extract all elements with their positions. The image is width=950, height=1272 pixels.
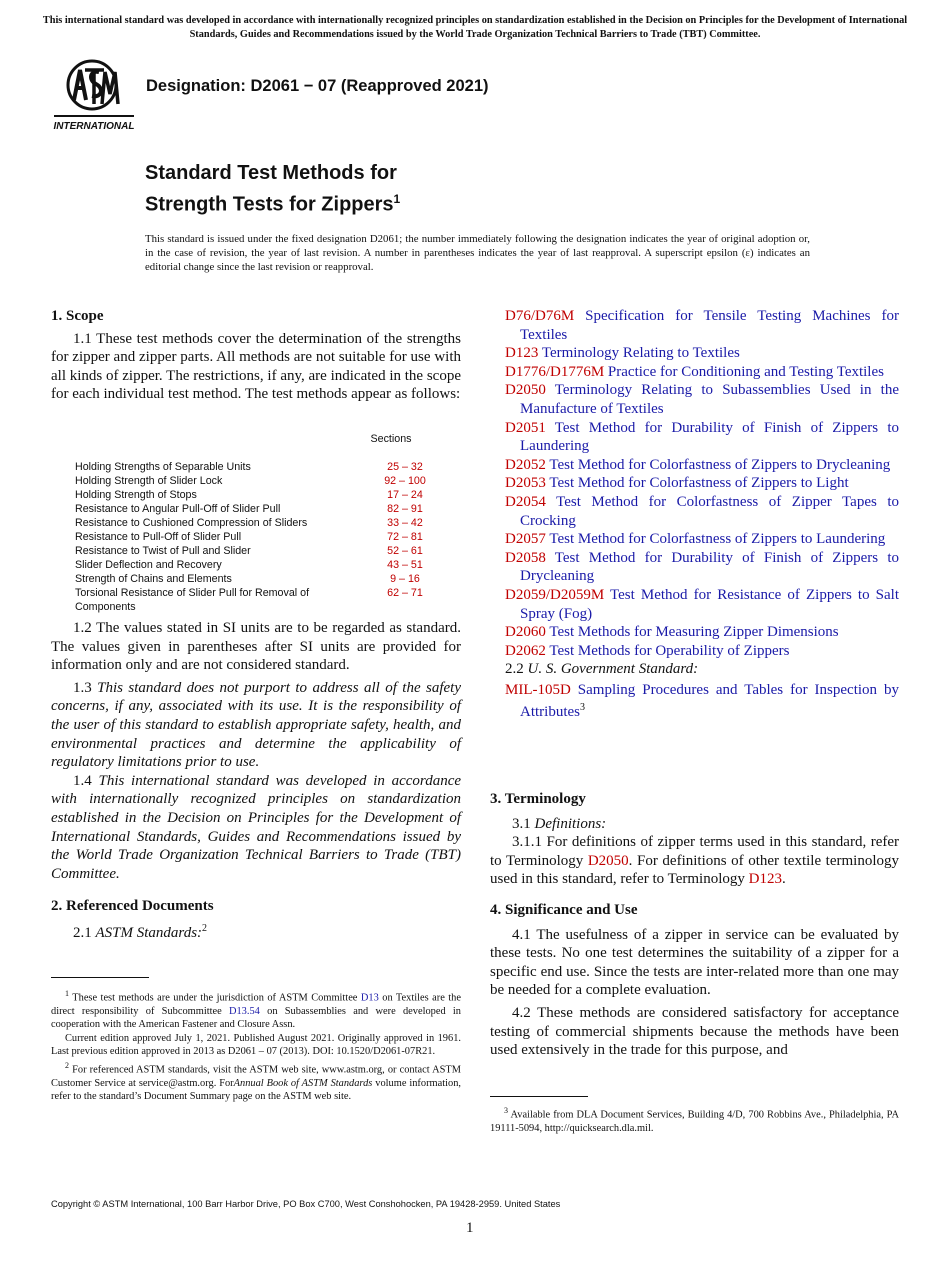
ref-code[interactable]: D2050: [505, 382, 546, 399]
term-3-1-1-c: .: [781, 871, 786, 888]
title-line-1: Standard Test Methods for: [145, 162, 397, 184]
table-cell-name: Slider Deflection and Recovery: [75, 559, 222, 571]
fn1-p2: Current edition approved July 1, 2021. Published August 2021. Originally approved in 1961. Last previous edition approved in 2013 as D2061 – 07 (2013). DOI: 10.1520/D2061-07R21.: [51, 1032, 461, 1058]
refdocs-2-2: U. S. Government Standard:: [527, 661, 699, 678]
ref-code[interactable]: D1776/D1776M: [505, 363, 605, 380]
wto-notice: This international standard was developed in accordance with internationally recognized principles on standardization established in the Decision on Principles for the Development of International Standards, Guides and Recommendations issued by the World Trade Organization Technical Barriers to Trade (TBT) Committee.: [42, 15, 908, 40]
table-cell-range[interactable]: 82 – 91: [387, 503, 423, 515]
table-row: [75, 558, 445, 572]
table-row: [75, 600, 445, 614]
table-header: Sections: [370, 433, 412, 445]
refdocs-2-1-fn: 2: [202, 922, 208, 934]
ref-title[interactable]: Test Method for Colorfastness of Zippers to Drycleaning: [549, 456, 891, 473]
table-row: [75, 488, 445, 502]
table-cell-name: Torsional Resistance of Slider Pull for Removal of: [75, 587, 310, 599]
ref-code[interactable]: D2054: [505, 493, 546, 510]
scope-1-3: This standard does not purport to address all of the safety concerns, if any, associated with its use. It is the responsibility of the user of this standard to establish appropriate safety, health, and environmental practices and determine the applicability of regulatory limitations prior to use.: [51, 679, 462, 771]
ref-code[interactable]: D2052: [505, 456, 546, 473]
ref-item[interactable]: [505, 344, 899, 363]
table-cell-name: Resistance to Twist of Pull and Slider: [75, 545, 251, 557]
refdocs-heading: 2. Referenced Documents: [51, 898, 214, 915]
table-cell-name: Holding Strength of Stops: [75, 489, 197, 501]
table-cell-range[interactable]: 62 – 71: [387, 587, 423, 599]
term-3-1-1-a: 3.1.1 For definitions of zipper terms used in this standard, refer to Terminology: [490, 834, 899, 869]
table-cell-range[interactable]: 52 – 61: [387, 545, 423, 557]
ref-title[interactable]: Test Method for Colorfastness of Zipper Tapes to Crocking: [520, 493, 900, 529]
right-column-lower: [490, 790, 899, 1060]
table-row: [75, 474, 445, 488]
title-line-2: Strength Tests for Zippers: [145, 193, 394, 216]
footnote-divider-right: [490, 1096, 588, 1097]
table-cell-name: Resistance to Angular Pull-Off of Slider Pull: [75, 503, 281, 515]
term-3-1: Definitions:: [534, 815, 607, 832]
fn1-link-d13[interactable]: D13: [360, 992, 379, 1004]
scope-heading: 1. Scope: [51, 308, 104, 324]
table-cell-name: Holding Strengths of Separable Units: [75, 461, 251, 473]
table-row: [75, 572, 445, 586]
significance-heading: 4. Significance and Use: [490, 901, 638, 918]
table-cell-range[interactable]: 25 – 32: [387, 461, 423, 473]
gov-ref-title[interactable]: Sampling Procedures and Tables for Inspection by Attributes: [520, 681, 899, 721]
refdocs-2-1-number: 2.1: [73, 924, 92, 941]
page-title: [145, 160, 400, 218]
fn1-b: on Textiles are the direct responsibility of Subcommittee: [51, 992, 461, 1017]
table-row: [75, 460, 445, 474]
ref-title[interactable]: Test Method for Durability of Finish of Zippers to Laundering: [520, 419, 899, 455]
table-cell-name: Holding Strength of Slider Lock: [75, 475, 223, 487]
ref-item[interactable]: [505, 363, 899, 382]
term-link-d123[interactable]: D123: [748, 871, 782, 888]
ref-title[interactable]: Test Method for Durability of Finish of Zippers to Drycleaning: [520, 549, 899, 585]
fn3-text: Available from DLA Document Services, Building 4/D, 700 Robbins Ave., Philadelphia, PA 19111-5094, http://quicksearch.dla.mil.: [490, 1109, 899, 1134]
table-header-row: [75, 432, 445, 446]
left-column: [51, 307, 461, 404]
ref-title[interactable]: Test Methods for Measuring Zipper Dimensions: [549, 624, 839, 641]
table-row: [75, 502, 445, 516]
fn1-link-d13-54[interactable]: D13.54: [228, 1005, 260, 1017]
left-column-continued: [51, 619, 461, 943]
terminology-heading: 3. Terminology: [490, 791, 586, 807]
sections-table: [75, 432, 445, 612]
table-cell-name: Strength of Chains and Elements: [75, 573, 232, 585]
term-3-1-number: 3.1: [512, 815, 531, 832]
ref-title[interactable]: Terminology Relating to Textiles: [541, 345, 740, 362]
ref-item[interactable]: [505, 530, 899, 549]
fn1-a: These test methods are under the jurisdiction of ASTM Committee: [72, 992, 361, 1004]
ref-item[interactable]: [505, 623, 899, 642]
fn2-mark: 2: [65, 1060, 69, 1070]
astm-logo-icon: [52, 58, 136, 133]
term-3-1-1-b: . For definitions of other textile terminology used in this standard, refer to Terminology: [490, 852, 899, 888]
scope-1-3-number: 1.3: [73, 679, 92, 696]
ref-code[interactable]: D2058: [505, 549, 546, 566]
ref-title[interactable]: Test Methods for Operability of Zippers: [549, 642, 790, 659]
page-number: 1: [466, 1220, 474, 1236]
ref-item[interactable]: [505, 549, 899, 586]
ref-code[interactable]: D2053: [505, 475, 546, 492]
scope-1-4: This international standard was developed in accordance with internationally recognized principles on standardization established in the Decision on Principles for the Development of International Standards, Guides and Recommendations issued by the World Trade Organization Technical Barriers to Trade (TBT) Committee.: [51, 772, 462, 882]
table-cell-name: Components: [75, 601, 136, 613]
sig-4-1: 4.1 The usefulness of a zipper in service can be evaluated by these tests. No one test determines the suitability of a zipper for a specific end use. Since the tests are inter-related more than one may be needed for a complete evaluation.: [490, 926, 899, 999]
ref-code[interactable]: D2057: [505, 531, 546, 548]
table-cell-range[interactable]: 17 – 24: [387, 489, 423, 501]
ref-item[interactable]: [505, 474, 899, 493]
ref-code[interactable]: D123: [505, 345, 539, 362]
fn2-b: volume information, refer to the standard’s Document Summary page on the ASTM web site.: [51, 1077, 462, 1103]
ref-item[interactable]: [505, 493, 899, 530]
footnotes-right: [490, 1104, 899, 1135]
refdocs-2-2-number: 2.2: [505, 661, 524, 678]
copyright: Copyright © ASTM International, 100 Barr Harbor Drive, PO Box C700, West Conshohocken, PA 19428-2959. United States: [51, 1199, 561, 1209]
designation: Designation: D2061 − 07 (Reapproved 2021): [146, 77, 489, 95]
fn1-c: on Subassemblies and were developed in cooperation with the American Fastener and Closure Assn.: [51, 1005, 461, 1031]
ref-title[interactable]: Test Method for Colorfastness of Zippers to Laundering: [549, 531, 886, 548]
footnotes-left: [51, 987, 461, 1104]
table-row: [75, 586, 445, 600]
fn2-a: For referenced ASTM standards, visit the ASTM web site, www.astm.org, or contact ASTM Customer Service at service@astm.org. For: [51, 1064, 461, 1089]
ref-title[interactable]: Terminology Relating to Subassemblies Used in the Manufacture of Textiles: [520, 382, 899, 417]
table-cell-name: Resistance to Cushioned Compression of Sliders: [75, 517, 308, 529]
table-cell-range[interactable]: 33 – 42: [387, 517, 423, 529]
intro-paragraph: This standard is issued under the fixed designation D2061; the number immediately following the designation indicates the year of original adoption or, in the case of revision, the year of last revision. A number in parentheses indicates the year of last reapproval. A superscript epsilon (ε) indicates an editorial change since the last revision or reapproval.: [145, 233, 810, 273]
logo-text: INTERNATIONAL: [53, 121, 135, 132]
ref-title[interactable]: Specification for Tensile Testing Machines for Textiles: [520, 308, 899, 343]
ref-title[interactable]: Test Method for Resistance of Zippers to Salt Spray (Fog): [520, 586, 899, 622]
table-row: [75, 516, 445, 530]
ref-item[interactable]: [505, 456, 899, 475]
ref-code[interactable]: D2051: [505, 419, 546, 436]
ref-code[interactable]: D76/D76M: [505, 308, 575, 324]
refdocs-2-1: ASTM Standards:: [95, 924, 203, 941]
table-row: [75, 544, 445, 558]
table-row: [75, 530, 445, 544]
table-cell-name: Resistance to Pull-Off of Slider Pull: [75, 531, 242, 543]
ref-item[interactable]: [505, 642, 899, 661]
footnote-divider: [51, 977, 149, 978]
table-cell-range[interactable]: 92 – 100: [384, 475, 426, 487]
table-cell-range[interactable]: 9 – 16: [390, 573, 420, 585]
ref-title[interactable]: Test Method for Colorfastness of Zippers to Light: [549, 475, 849, 492]
fn3-mark: 3: [504, 1106, 508, 1115]
title-footnote-mark: 1: [393, 192, 401, 206]
right-column: [505, 307, 899, 722]
table-cell-range[interactable]: 72 – 81: [387, 531, 423, 543]
scope-1-1: 1.1 These test methods cover the determination of the strengths for zipper and zipper parts. All methods are not suitable for use with all kinds of zipper. The restrictions, if any, are indicated in the scope for each individual test method. The test methods appear as follows:: [51, 330, 461, 403]
fn1-mark: 1: [65, 989, 69, 998]
ref-item[interactable]: [505, 419, 899, 456]
gov-ref-code[interactable]: MIL-105D: [505, 681, 571, 698]
fn2-italic: Annual Book of ASTM Standards: [233, 1077, 373, 1089]
ref-item[interactable]: [505, 586, 899, 623]
scope-1-2: 1.2 The values stated in SI units are to be regarded as standard. The values given in parentheses after SI units are provided for information only and are not considered standard.: [51, 620, 461, 674]
table-cell-range[interactable]: 43 – 51: [387, 559, 423, 571]
ref-title[interactable]: Practice for Conditioning and Testing Textiles: [607, 363, 884, 380]
ref-code[interactable]: D2062: [505, 642, 546, 659]
sig-4-2: 4.2 These methods are considered satisfactory for acceptance testing of commercial shipments because the methods have been used extensively in the trade for this purpose, and: [490, 1004, 899, 1059]
ref-code[interactable]: D2059/D2059M: [505, 586, 605, 603]
scope-1-4-number: 1.4: [73, 772, 92, 789]
ref-item[interactable]: [505, 307, 899, 344]
ref-item[interactable]: [505, 381, 899, 418]
ref-code[interactable]: D2060: [505, 624, 546, 641]
astm-logo: [52, 58, 136, 133]
gov-ref-fn: 3: [580, 702, 585, 714]
gov-ref-item[interactable]: [505, 681, 899, 722]
term-link-d2050[interactable]: D2050: [587, 852, 629, 869]
